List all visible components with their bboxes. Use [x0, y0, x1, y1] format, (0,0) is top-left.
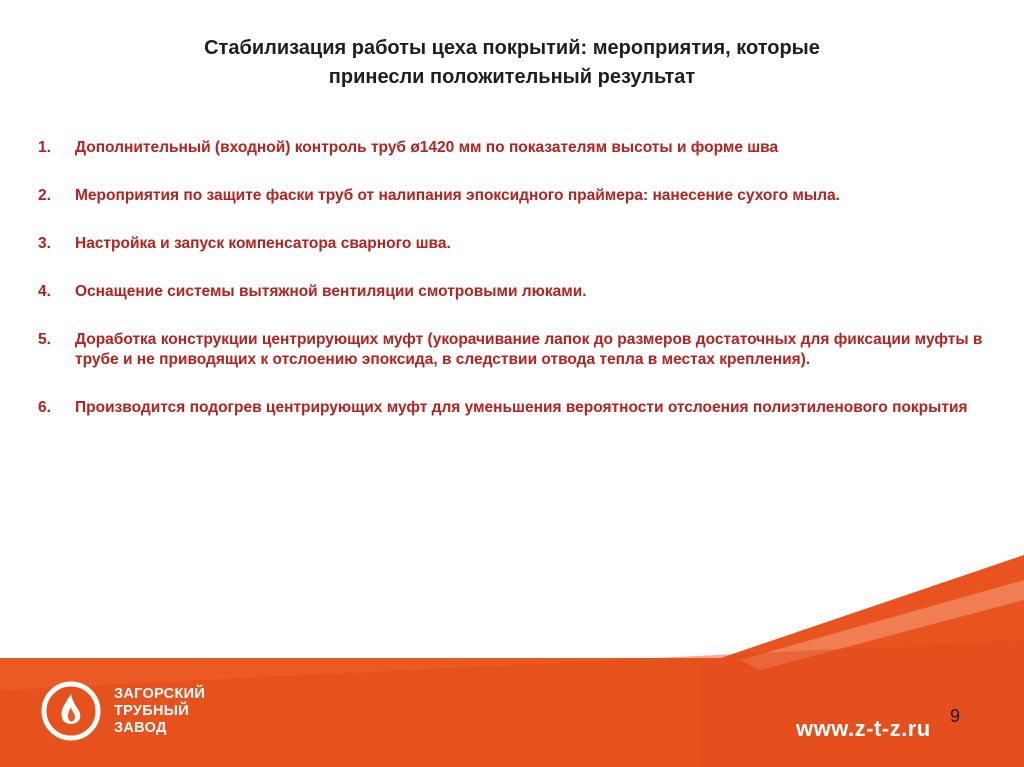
item-text: Дополнительный (входной) контроль труб ø1420 мм по показателям высоты и форме шва — [75, 139, 779, 156]
company-name-line-1: ЗАГОРСКИЙ — [114, 685, 206, 702]
list-item — [38, 282, 998, 302]
item-number: 2. — [38, 187, 51, 204]
list-item — [38, 234, 998, 254]
item-number: 4. — [38, 283, 51, 300]
item-number: 6. — [38, 399, 51, 416]
company-name-line-2: ТРУБНЫЙ — [114, 702, 189, 719]
flame-icon — [40, 680, 102, 742]
slide-title-line-2: принесли положительный результат — [328, 66, 696, 88]
list-item — [38, 330, 998, 370]
list-item — [38, 398, 998, 418]
company-name — [114, 686, 205, 737]
measures-list — [38, 138, 998, 418]
page-number: 9 — [950, 706, 961, 726]
item-text: Оснащение системы вытяжной вентиляции смотровыми люками. — [75, 283, 587, 300]
item-text: Доработка конструкции центрирующих муфт (укорачивание лапок до размеров достаточных для фиксации муфты в трубе и не приводящих к отслоению эпоксида, в следствии отвода тепла в местах крепления). — [75, 331, 983, 368]
list-item — [38, 138, 998, 158]
company-name-line-3: ЗАВОД — [114, 719, 167, 736]
slide-title — [60, 34, 964, 92]
company-logo — [40, 680, 205, 742]
slide-title-line-1: Стабилизация работы цеха покрытий: мероприятия, которые — [204, 37, 820, 59]
item-number: 3. — [38, 235, 51, 252]
item-text: Настройка и запуск компенсатора сварного шва. — [75, 235, 451, 252]
item-number: 5. — [38, 331, 51, 348]
item-text: Производится подогрев центрирующих муфт для уменьшения вероятности отслоения полиэтиленового покрытия — [75, 399, 968, 416]
item-number: 1. — [38, 139, 51, 156]
item-text: Мероприятия по защите фаски труб от налипания эпоксидного праймера: нанесение сухого мыла. — [75, 187, 840, 204]
website-link[interactable]: www.z-t-z.ru — [796, 716, 931, 741]
list-item — [38, 186, 998, 206]
